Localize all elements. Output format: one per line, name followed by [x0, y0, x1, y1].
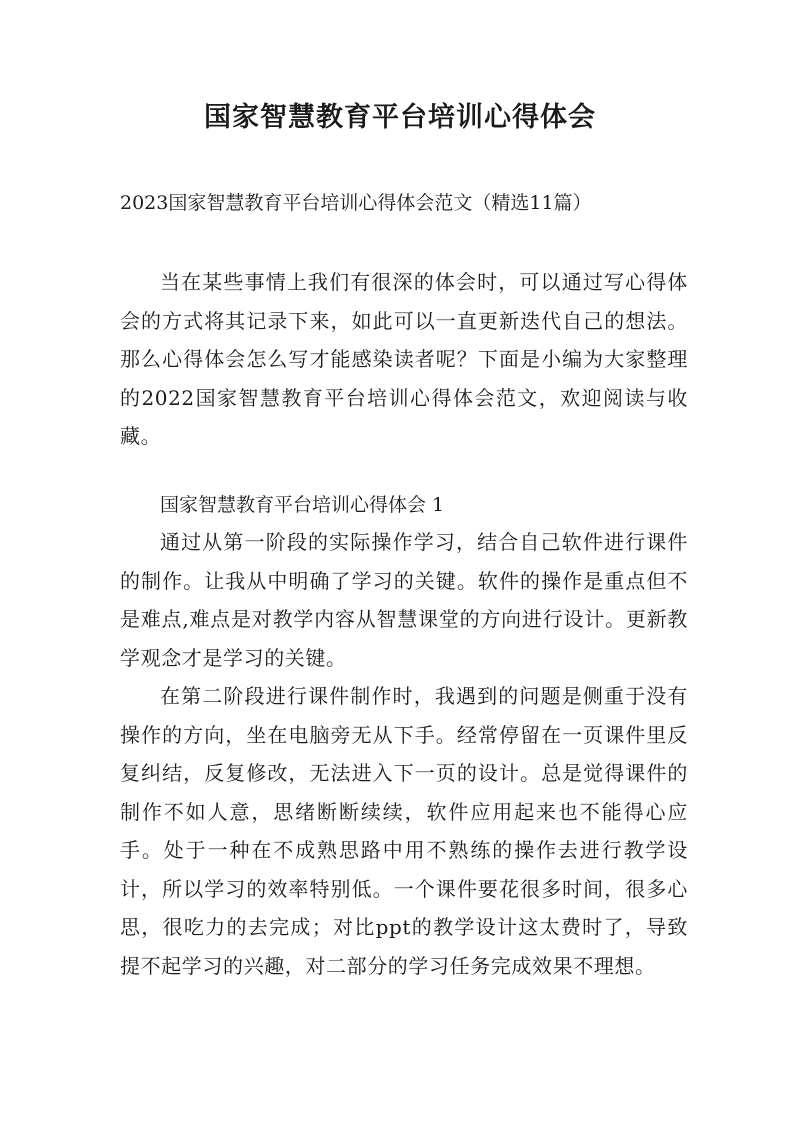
body-paragraph-1: 通过从第一阶段的实际操作学习，结合自己软件进行课件的制作。让我从中明确了学习的关键。软件的操作是重点但不是难点,难点是对教学内容从智慧课堂的方向进行设计。更新教学观念才是学习的关键。 [120, 530, 688, 670]
document-title: 国家智慧教育平台培训心得体会 [204, 102, 596, 133]
intro-paragraph: 当在某些事情上我们有很深的体会时，可以通过写心得体会的方式将其记录下来，如此可以一直更新迭代自己的想法。那么心得体会怎么写才能感染读者呢？下面是小编为大家整理的2022国家智慧教育平台培训心得体会范文，欢迎阅读与收藏。 [120, 270, 688, 448]
document-subtitle: 2023国家智慧教育平台培训心得体会范文（精选11篇） [120, 192, 592, 214]
body-paragraph-2: 在第二阶段进行课件制作时，我遇到的问题是侧重于没有操作的方向，坐在电脑旁无从下手。经常停留在一页课件里反复纠结，反复修改，无法进入下一页的设计。总是觉得课件的制作不如人意，思绪断断续续，软件应用起来也不能得心应手。处于一种在不成熟思路中用不熟练的操作去进行教学设计，所以学习的效率特别低。一个课件要花很多时间，很多心思，很吃力的去完成；对比ppt的教学设计这太费时了，导致提不起学习的兴趣，对二部分的学习任务完成效果不理想。 [120, 684, 688, 978]
section-heading: 国家智慧教育平台培训心得体会 1 [160, 494, 445, 516]
